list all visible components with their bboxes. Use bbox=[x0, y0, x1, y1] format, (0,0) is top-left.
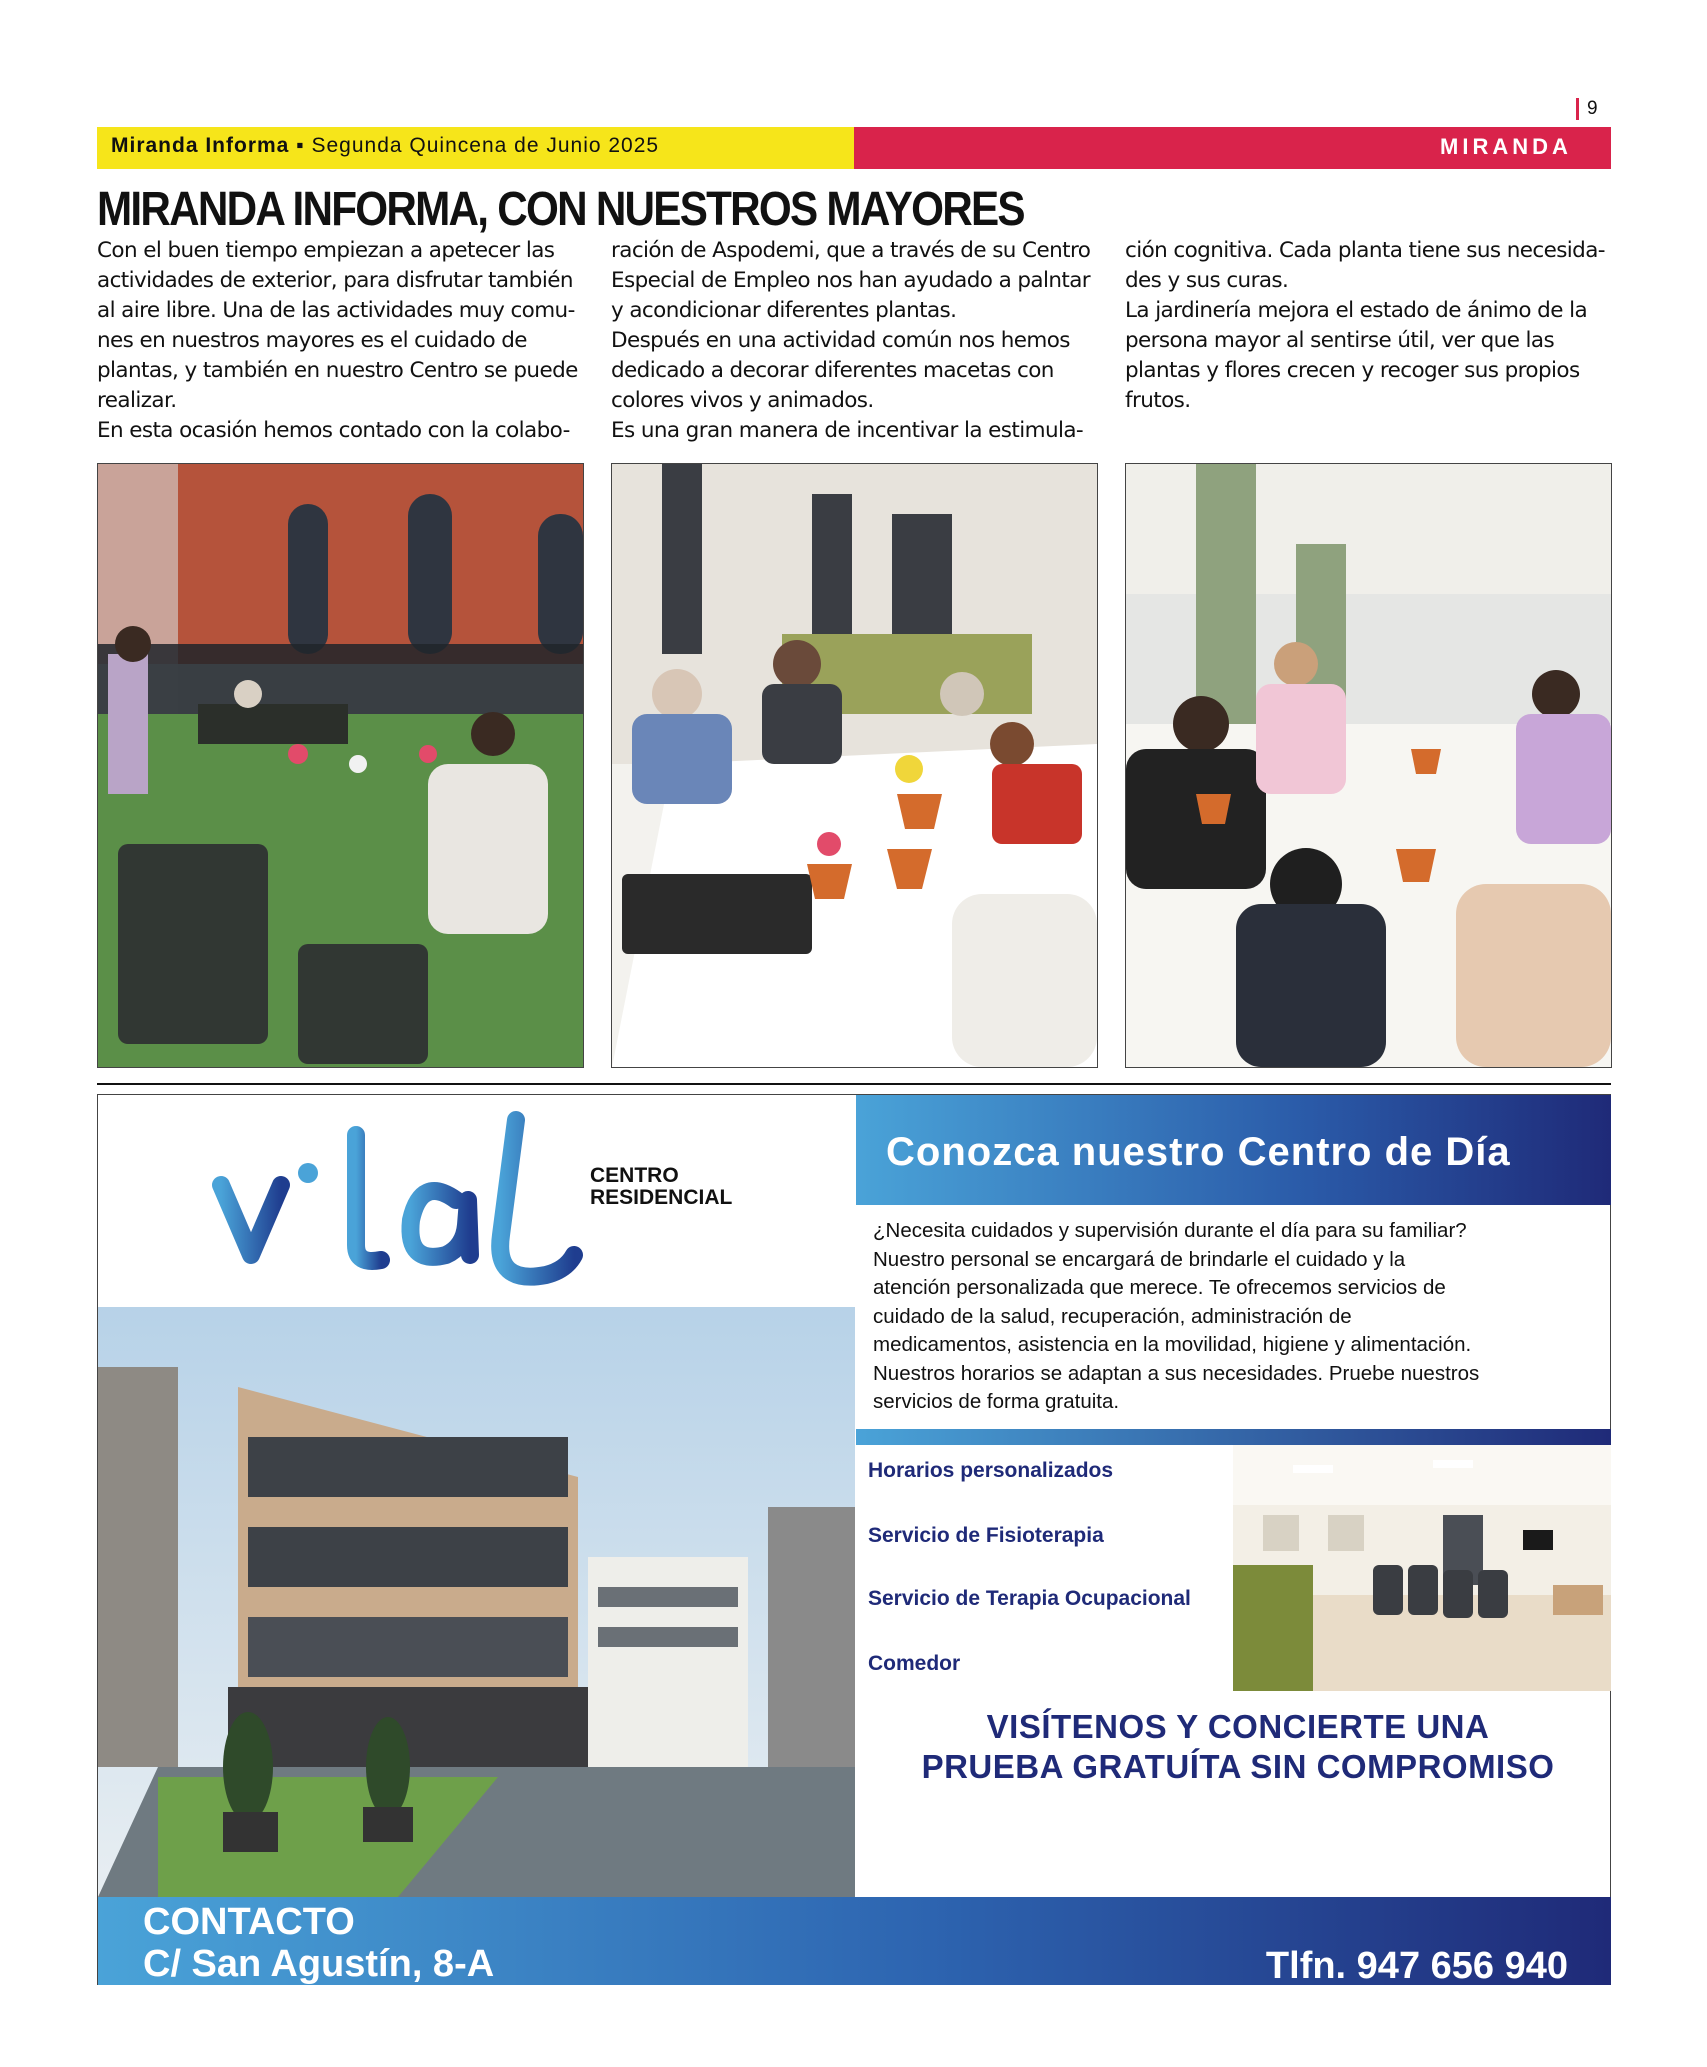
page-number: 9 bbox=[1576, 98, 1598, 120]
text-line: frutos. bbox=[1125, 388, 1191, 413]
ad-separator-band bbox=[856, 1429, 1611, 1445]
article-column-1 bbox=[97, 236, 587, 446]
article-headline: MIRANDA INFORMA, CON NUESTROS MAYORES bbox=[97, 183, 1024, 236]
text-line: y acondicionar diferentes plantas. bbox=[611, 298, 957, 323]
ad-description bbox=[873, 1217, 1593, 1417]
contact-address-block bbox=[143, 1901, 711, 2027]
photo-garden-activity bbox=[97, 463, 584, 1068]
text-line: plantas y flores crecen y recoger sus propios bbox=[1125, 358, 1580, 383]
vital-logo bbox=[216, 1115, 576, 1305]
text-line: Con el buen tiempo empiezan a apetecer las bbox=[97, 238, 555, 263]
logo-sub-line1: CENTRO bbox=[590, 1164, 679, 1187]
text-line: Es una gran manera de incentivar la estimula- bbox=[611, 418, 1084, 443]
section-divider bbox=[97, 1083, 1611, 1085]
service-item: Comedor bbox=[868, 1652, 961, 1675]
service-item: Servicio de Fisioterapia bbox=[868, 1524, 1104, 1547]
contact-details bbox=[1208, 1945, 1568, 2029]
header-issue-line bbox=[111, 134, 659, 158]
centro-de-dia-title: Conozca nuestro Centro de Día bbox=[886, 1130, 1511, 1174]
ad-body-line: cuidado de la salud, recuperación, administración de bbox=[873, 1304, 1352, 1328]
text-line: actividades de exterior, para disfrutar también bbox=[97, 268, 573, 293]
ad-body-line: Nuestros horarios se adaptan a sus necesidades. Pruebe nuestros bbox=[873, 1361, 1480, 1385]
ad-body-line: atención personalizada que merece. Te ofrecemos servicios de bbox=[873, 1276, 1446, 1299]
text-line: realizar. bbox=[97, 388, 177, 413]
text-line: dedicado a decorar diferentes macetas con bbox=[611, 358, 1054, 383]
text-line: Después en una actividad común nos hemos bbox=[611, 328, 1070, 353]
text-line: nes en nuestros mayores es el cuidado de bbox=[97, 328, 527, 353]
contact-email: info@crvital.com bbox=[1260, 1987, 1568, 2029]
text-line: colores vivos y animados. bbox=[611, 388, 874, 413]
contact-address-street: C/ San Agustín, 8-A bbox=[143, 1943, 495, 1985]
service-item: Horarios personalizados bbox=[868, 1459, 1114, 1482]
text-line: des y sus curas. bbox=[1125, 268, 1289, 293]
text-line: La jardinería mejora el estado de ánimo de la bbox=[1125, 298, 1588, 323]
article-column-3 bbox=[1125, 236, 1615, 416]
photo-group-activity-room bbox=[1125, 463, 1612, 1068]
visit-line-1: VISÍTENOS Y CONCIERTE UNA bbox=[986, 1708, 1490, 1745]
contact-title: CONTACTO bbox=[143, 1901, 355, 1943]
vital-advertisement bbox=[97, 1094, 1611, 2029]
issue-date: Segunda Quincena de Junio 2025 bbox=[311, 134, 660, 157]
text-line: persona mayor al sentirse útil, ver que las bbox=[1125, 328, 1555, 353]
visit-call-to-action bbox=[878, 1707, 1598, 1787]
logo-sub-line2: RESIDENCIAL bbox=[590, 1186, 733, 1209]
photo-pot-painting-table bbox=[611, 463, 1098, 1068]
text-line: Especial de Empleo nos han ayudado a palntar bbox=[611, 268, 1091, 293]
building-photo bbox=[98, 1307, 855, 1897]
logo-subtitle bbox=[590, 1165, 732, 1209]
text-line: ción cognitiva. Cada planta tiene sus necesida- bbox=[1125, 238, 1605, 263]
ad-body-line: Nuestro personal se encargará de brindarle el cuidado y la bbox=[873, 1247, 1406, 1271]
contact-address-city: 09200 Miranda de Ebro, Burgos bbox=[143, 1985, 712, 2027]
ad-body-line: medicamentos, asistencia en la movilidad, higiene y alimentación. bbox=[873, 1333, 1472, 1356]
section-label: MIRANDA bbox=[1440, 134, 1572, 159]
text-line: plantas, y también en nuestro Centro se puede bbox=[97, 358, 578, 383]
header-bullet: ▪ bbox=[296, 134, 305, 157]
contact-phone: Tlfn. 947 656 940 bbox=[1265, 1945, 1568, 1987]
article-column-2 bbox=[611, 236, 1101, 446]
ad-body-line: servicios de forma gratuita. bbox=[873, 1390, 1120, 1413]
service-item: Servicio de Terapia Ocupacional bbox=[868, 1587, 1191, 1610]
publication-name: Miranda Informa bbox=[111, 134, 290, 157]
day-room-photo bbox=[1233, 1445, 1611, 1691]
visit-line-2: PRUEBA GRATUÍTA SIN COMPROMISO bbox=[921, 1748, 1555, 1785]
logo-area bbox=[98, 1095, 855, 1307]
text-line: al aire libre. Una de las actividades muy comu- bbox=[97, 298, 575, 323]
text-line: ración de Aspodemi, que a través de su Centro bbox=[611, 238, 1091, 263]
ad-body-line: ¿Necesita cuidados y supervisión durante el día para su familiar? bbox=[873, 1219, 1467, 1242]
text-line: En esta ocasión hemos contado con la colabo- bbox=[97, 418, 570, 443]
